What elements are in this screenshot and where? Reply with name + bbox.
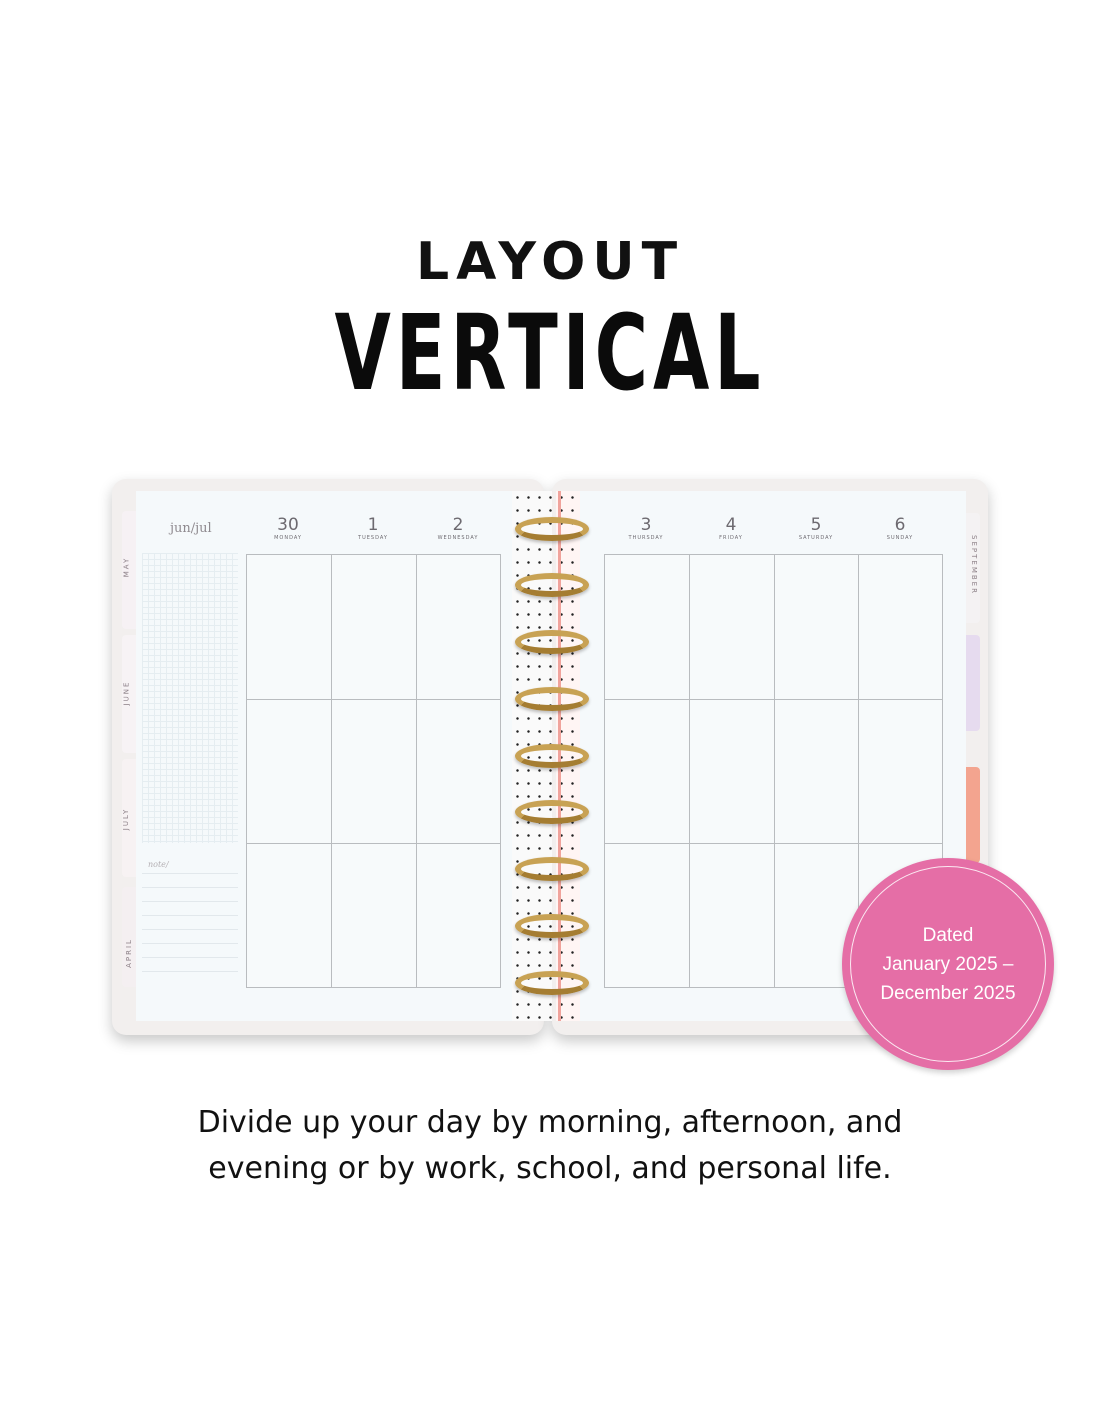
binder-ring [515,971,589,995]
day-number: 3 [640,515,652,535]
day-name: THURSDAY [628,535,664,541]
day-header-thursday [604,515,688,541]
caption-line-2: evening or by work, school, and personal life. [208,1151,892,1186]
vertical-title: VERTICAL [334,292,766,414]
tab-label-september: SEPTEMBER [969,535,978,595]
day-name: SUNDAY [886,535,914,541]
day-name: WEDNESDAY [437,535,479,541]
grid-divider [331,555,332,987]
day-header-saturday [774,515,858,541]
badge-line-2: January 2025 – [882,954,1014,975]
binder-ring [515,744,589,768]
badge-line-1: Dated [922,925,974,946]
grid-divider [247,699,500,700]
left-day-grid [246,554,501,988]
binder-ring [515,857,589,881]
notes-dot-grid [142,553,238,843]
grid-divider [605,843,942,844]
day-header-friday [689,515,773,541]
month-label: jun/jul [170,521,212,536]
note-lines [142,873,238,983]
day-name: SATURDAY [798,535,834,541]
day-number: 30 [277,515,299,535]
day-number: 2 [452,515,464,535]
badge-text [842,921,1054,1008]
grid-divider [689,555,690,987]
day-number: 6 [894,515,906,535]
day-number: 5 [810,515,822,535]
description-caption [0,1100,1100,1192]
dated-badge [842,858,1054,1070]
day-name: TUESDAY [358,535,388,541]
binder-ring [515,517,589,541]
tab-label-april: APRIL [124,938,133,968]
caption-line-1: Divide up your day by morning, afternoon, and [197,1105,903,1140]
tab-label-july: JULY [122,807,131,831]
layout-heading: LAYOUT [415,232,685,292]
binder-ring [515,687,589,711]
binder-ring [515,800,589,824]
day-name: MONDAY [274,535,302,541]
tab-label-may: MAY [122,556,131,578]
grid-divider [416,555,417,987]
day-header-tuesday [331,515,415,541]
binder-ring [515,630,589,654]
binder-ring [515,914,589,938]
badge-line-3: December 2025 [880,983,1016,1004]
grid-divider [774,555,775,987]
day-header-wednesday [416,515,500,541]
grid-divider [247,843,500,844]
day-number: 4 [725,515,737,535]
day-number: 1 [367,515,379,535]
day-name: FRIDAY [719,535,743,541]
note-label: note/ [148,860,169,869]
day-header-monday [246,515,330,541]
grid-divider [605,699,942,700]
binder-ring [515,573,589,597]
day-header-sunday [858,515,942,541]
tab-label-june: JUNE [122,680,131,706]
